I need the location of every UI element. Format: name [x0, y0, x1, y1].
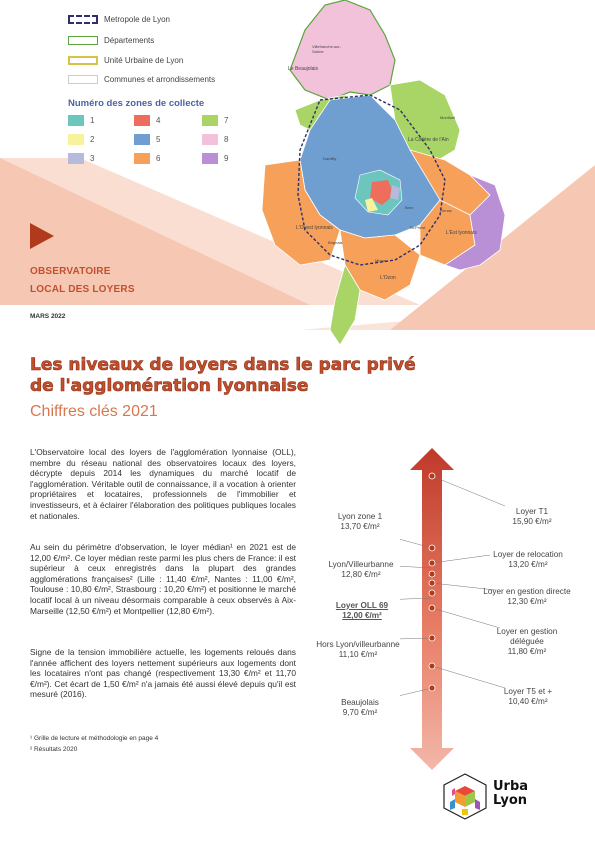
map-label-brignais: Brignais — [328, 240, 343, 245]
zone-3: 3 — [68, 153, 94, 164]
map-label-mions: Mions — [375, 258, 386, 263]
label-lyon-villeurbanne: Lyon/Villeurbanne 12,80 €/m² — [328, 560, 394, 579]
legend-communes: Communes et arrondissements — [68, 75, 215, 84]
label-hors-lyon: Hors Lyon/villeurbanne 11,10 €/m² — [316, 640, 400, 659]
footnote-2: ² Résultats 2020 — [30, 746, 78, 753]
zone-1: 1 — [68, 115, 94, 126]
paragraph-median: Au sein du périmètre d'observation, le loyer médian¹ en 2021 est de 12,00 €/m². Ce loyer médian reste parmi les plus chers de France: il est supérieur à ceux enregistrés dans la plupart des grandes agglomérations françaises² (Lille : 11,40 €/m², Nantes : 11,00 €/m², Toulouse : 10,80 €/m², Strasbourg : 10,20 €/m²) et positionne le marché locatif local à un niveau désormais comparable à ceux observés à Aix-Marseille (12,50 €/m²) et Montpellier (12,80 €/m²). — [30, 542, 296, 616]
zone-2: 2 — [68, 134, 94, 145]
zone-7: 7 — [202, 115, 228, 126]
paragraph-intro: L'Observatoire local des loyers de l'agglomération lyonnaise (OLL), membre du réseau national des observatoires locaux des loyers, décrypte depuis 2014 les dynamiques du marché locatif de l'agglomération. Véritable outil de connaissance, il a vocation à orienter propriétaires et locataires, professionnels de l'immobilier et investisseurs, et à éclairer l'élaboration des politiques publiques locales et nationales. — [30, 447, 296, 521]
paragraph-tension: Signe de la tension immobilière actuelle, les logements reloués dans l'année affichent des loyers nettement supérieurs aux logements dont les locataires n'ont pas changé (respectivement 13,30 €/m² et 11,70 €/m²). Cet écart de 1,50 €/m² n'a jamais été aussi élevé depuis qu'il est mesuré (2016). — [30, 647, 296, 700]
play-triangle-icon — [30, 223, 54, 249]
label-gestion-deleguee: Loyer en gestion déléguée 11,80 €/m² — [496, 627, 558, 656]
map-label-cotiere: La Côtière de l'Ain — [408, 137, 449, 143]
map-label-est: L'Est lyonnais — [446, 230, 477, 236]
map-label-genas: Genas — [440, 208, 452, 213]
zone-6: 6 — [134, 153, 160, 164]
zone-4: 4 — [134, 115, 160, 126]
map-label-villefranche: Villefranche-sur-Saône — [312, 44, 342, 54]
observatory-name: OBSERVATOIRE LOCAL DES LOYERS — [30, 266, 135, 295]
urbalyon-logo-text: Urba Lyon — [493, 779, 529, 808]
map-label-ouest: L'Ouest lyonnais — [296, 225, 333, 231]
legend-metropole: Metropole de Lyon — [68, 15, 170, 24]
map-label-ozon: L'Ozon — [380, 275, 396, 281]
label-beaujolais: Beaujolais 9,70 €/m² — [341, 698, 379, 717]
map-label-dardilly: Dardilly — [323, 156, 337, 161]
zones-title: Numéro des zones de collecte — [68, 98, 205, 109]
legend-departements: Départements — [68, 36, 154, 45]
rent-scale-connectors — [400, 448, 550, 770]
publication-date: MARS 2022 — [30, 313, 66, 320]
map-label-bron: Bron — [405, 205, 414, 210]
zones-map — [250, 0, 510, 345]
footnote-1: ¹ Grille de lecture et méthodologie en page 4 — [30, 735, 159, 742]
map-label-beaujolais: Le Beaujolais — [288, 66, 319, 72]
label-loyer-t1: Loyer T1 15,90 €/m² — [512, 507, 552, 526]
page-subtitle: Chiffres clés 2021 — [30, 403, 158, 420]
label-lyon-zone1: Lyon zone 1 13,70 €/m² — [337, 512, 383, 531]
label-loyer-oll: Loyer OLL 69 12,00 €/m² — [335, 601, 389, 620]
map-label-stpriest: St-Priest — [410, 225, 426, 230]
page-title: Les niveaux de loyers dans le parc privé de l'agglomération lyonnaise — [30, 355, 416, 396]
zone-9: 9 — [202, 153, 228, 164]
legend-unite-urbaine: Unité Urbaine de Lyon — [68, 56, 183, 65]
urbalyon-logo-icon — [440, 772, 490, 820]
label-gestion-directe: Loyer en gestion directe 12,30 €/m² — [483, 587, 571, 606]
zone-5: 5 — [134, 134, 160, 145]
label-relocation: Loyer de relocation 13,20 €/m² — [493, 550, 563, 569]
zone-8: 8 — [202, 134, 228, 145]
map-label-montluel: Montluel — [440, 115, 456, 120]
label-loyer-t5: Loyer T5 et + 10,40 €/m² — [503, 687, 553, 706]
